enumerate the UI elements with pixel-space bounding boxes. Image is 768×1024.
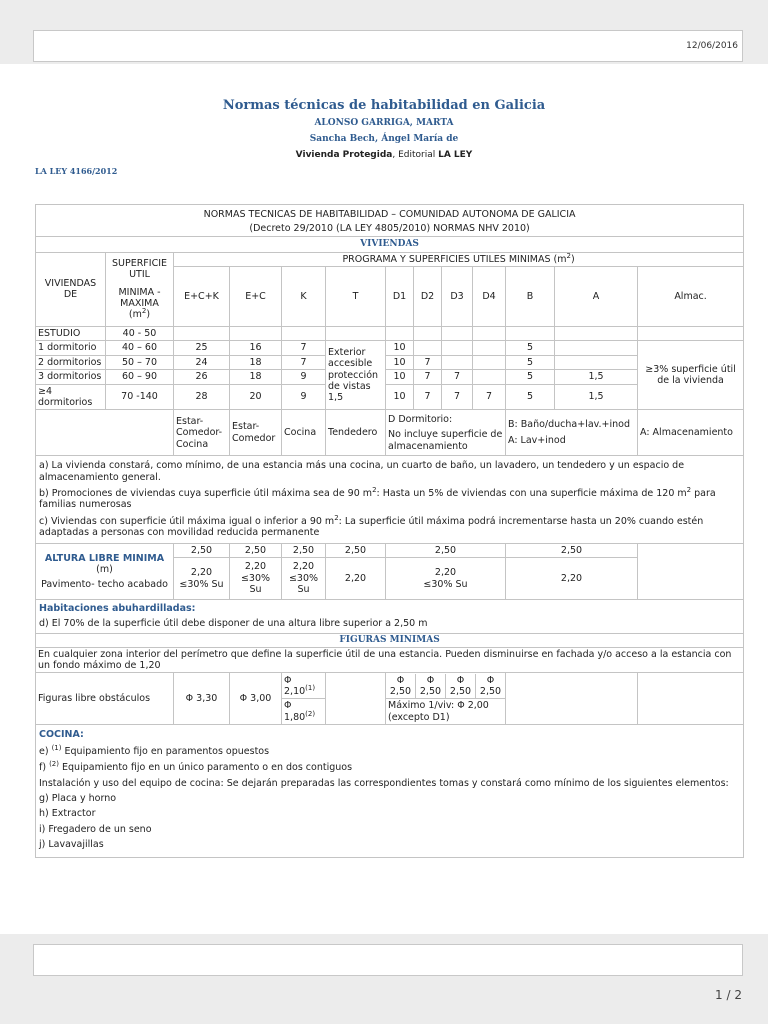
book-title: Vivienda Protegida	[295, 150, 393, 160]
abuhardilladas-text: d) El 70% de la superficie útil debe disponer de una altura libre superior a 2,50 m	[39, 618, 428, 630]
legend-k: Cocina	[282, 410, 326, 456]
law-reference: LA LEY 4166/2012	[35, 166, 118, 176]
cocina-f: f) $^{(2)}$ Equipamiento fijo en un único paramento o en dos contiguos	[39, 760, 353, 774]
altura-row-1: ALTURA LIBRE MINIMA (m) Pavimento- techo acabado 2,50 2,50 2,50 2,50 2,50 2,50	[36, 543, 744, 557]
document-title: Normas técnicas de habitabilidad en Galicia	[222, 98, 546, 113]
note-b: b) Promociones de viviendas cuya superficie útil máxima sea de 90 $m^2$: Hasta un 5% de viviendas con una superficie máxima de 120 $m^2$ para familias numerosas	[39, 485, 716, 511]
table-row: ≥4 dormitorios 70 -140 28 20 9 10 7 7 7 5 1,5	[36, 384, 744, 410]
cocina-j: j) Lavavajillas	[39, 839, 104, 851]
table-header-row	[36, 205, 744, 237]
legend-ec: Estar-Comedor	[230, 410, 282, 456]
figuras-d: Φ 2,50 Φ 2,50 Φ 2,50 Φ 2,50 Máximo 1/viv: Φ 2,00 (excepto D1)	[386, 673, 506, 725]
legend-row	[36, 410, 744, 456]
cocina-install: Instalación y uso del equipo de cocina: Se dejarán preparadas las correspondientes tomas y constará como mínimo de los siguientes elementos:	[39, 777, 729, 789]
programa-header: PROGRAMA Y SUPERFICIES UTILES MINIMAS $(m^2)$	[174, 252, 744, 266]
habitability-table	[35, 204, 744, 858]
notes-cell	[36, 456, 744, 543]
table-row: 3 dormitorios 60 – 90 26 18 9 10 7 7 5 1,5	[36, 370, 744, 384]
cocina-g: g) Placa y horno	[39, 792, 117, 804]
section-viviendas: VIVIENDAS	[36, 236, 744, 252]
cocina-e: e) $^{(1)}$ Equipamiento fijo en paramentos opuestos	[39, 743, 270, 757]
cocina-title: COCINA:	[39, 729, 84, 741]
figuras-text: En cualquier zona interior del perímetro que define la superficie útil de una estancia. Pueden disminuirse en fachada y/o acceso a la estancia con un fondo máximo de 1,20	[36, 647, 744, 673]
note-c: c) Viviendas con superficie útil máxima igual o inferior a 90 $m^2$: La superficie útil máxima podrá incrementarse hasta un 20% cuando estén adaptadas a personas con movilidad reducida permanente	[39, 513, 704, 539]
figuras-k: Φ 2,10$^{(1)}$ Φ 1,80$^{(2)}$	[282, 673, 326, 725]
notes-row	[36, 456, 744, 543]
publisher-prefix: , Editorial	[392, 150, 439, 160]
author-primary: ALONSO GARRIGA, MARTA	[314, 118, 454, 128]
cocina-i: i) Fregadero de un seno	[39, 823, 152, 835]
legend-a: A: Almacenamiento	[638, 410, 744, 456]
col-b: B	[506, 266, 555, 326]
m2-label: $(m^2)$	[128, 307, 151, 321]
legend-ecc: Estar-Comedor-Cocina	[174, 410, 230, 456]
altura-row-2: 2,20 ≤30% Su 2,20 ≤30% Su 2,20 ≤30% Su 2,20 2,20 ≤30% Su 2,20	[36, 558, 744, 600]
section-figuras: FIGURAS MINIMAS	[36, 633, 744, 647]
table-header	[36, 205, 744, 237]
abuhardilladas-title: Habitaciones abuhardilladas:	[39, 603, 196, 615]
col-superficie	[106, 252, 174, 326]
cocina-h: h) Extractor	[39, 808, 96, 820]
column-header-row	[36, 252, 744, 266]
col-d3: D3	[442, 266, 473, 326]
cocina-row	[36, 725, 744, 857]
page-indicator: 1 / 2	[715, 988, 742, 1002]
figuras-row: Figuras libre obstáculos Φ 3,30 Φ 3,00 Φ 2,10$^{(1)}$ Φ 1,80$^{(2)}$ Φ 2,50 Φ 2,50 Φ 2,50 Φ 2,50 Máximo 1/viv: Φ 2,00 (excepto D1)	[36, 673, 744, 725]
table-row: ESTUDIO 40 - 50	[36, 326, 744, 340]
col-ecc: E+C+K	[174, 266, 230, 326]
page-footer-box	[33, 944, 743, 976]
page-header-box	[33, 30, 743, 62]
col-almac: Almac.	[638, 266, 744, 326]
table-row: 2 dormitorios 50 – 70 24 18 7 10 7 5	[36, 355, 744, 369]
col-d2: D2	[414, 266, 442, 326]
print-date: 12/06/2016	[686, 41, 738, 51]
col-k: K	[282, 266, 326, 326]
author-secondary: Sancha Bech, Ángel María de	[309, 134, 459, 144]
sup-util-label: SUPERFICIE UTIL	[111, 257, 168, 281]
col-d4: D4	[473, 266, 506, 326]
legend-t: Tendedero	[326, 410, 386, 456]
col-t: T	[326, 266, 386, 326]
altura-label: ALTURA LIBRE MINIMA (m) Pavimento- techo acabado	[36, 543, 174, 599]
col-viviendas-de: VIVIENDAS DE	[36, 252, 106, 326]
publisher-name: LA LEY	[438, 150, 473, 160]
table-title: NORMAS TECNICAS DE HABITABILIDAD – COMUNIDAD AUTONOMA DE GALICIA	[203, 209, 576, 220]
almacenamiento-cell: ≥3% superficie útil de la vivienda	[638, 341, 744, 410]
publication-line	[0, 150, 768, 160]
note-a: a) La vivienda constará, como mínimo, de una estancia más una cocina, un cuarto de baño, un lavadero, un tendedero y un espacio de almacenamiento general.	[39, 460, 685, 483]
col-a: A	[555, 266, 638, 326]
legend-b: B: Baño/ducha+lav.+inod A: Lav+inod	[506, 410, 638, 456]
col-ec: E+C	[230, 266, 282, 326]
min-max-label: MINIMA - MAXIMA	[118, 286, 161, 309]
tendedero-cell: Exterior accesible protección de vistas 1,5	[326, 341, 386, 410]
table-row: 1 dormitorio 40 – 60 25 16 7 Exterior accesible protección de vistas 1,5 10 5 ≥3% superficie útil de la vivienda	[36, 341, 744, 355]
col-d1: D1	[386, 266, 414, 326]
table-decree: (Decreto 29/2010 (LA LEY 4805/2010) NORMAS NHV 2010)	[249, 223, 530, 235]
legend-d: D Dormitorio: No incluye superficie de almacenamiento	[386, 410, 506, 456]
abuhardilladas-row	[36, 600, 744, 634]
figuras-label: Figuras libre obstáculos	[36, 673, 174, 725]
